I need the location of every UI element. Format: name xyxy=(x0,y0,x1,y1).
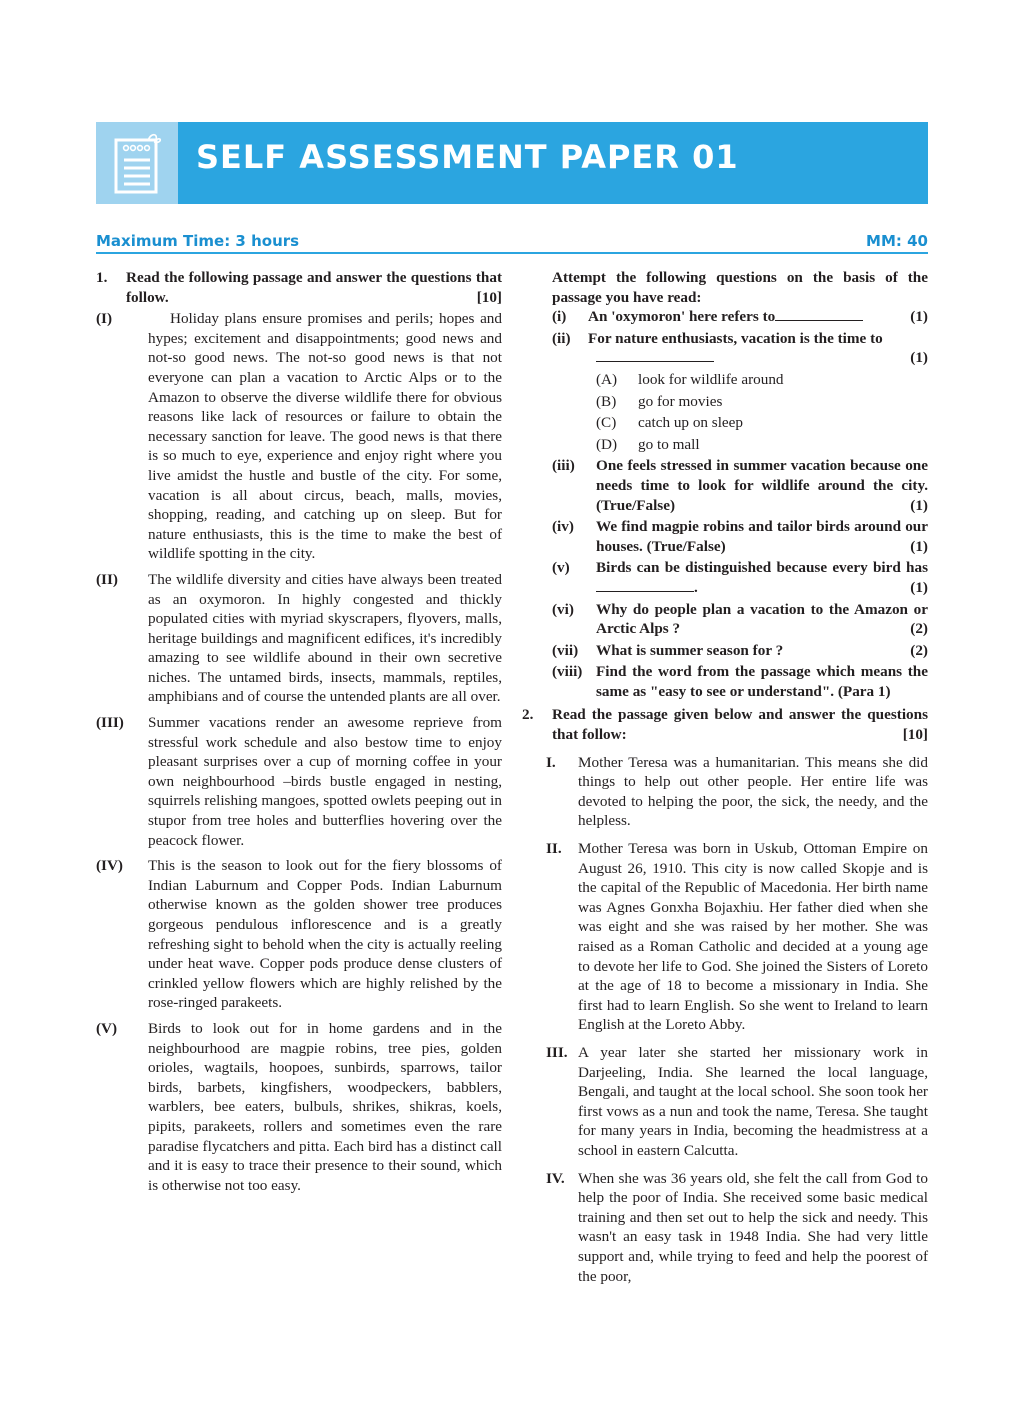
answer-blank[interactable] xyxy=(596,348,714,362)
passage-paragraph xyxy=(546,753,928,831)
sub-question xyxy=(552,600,928,639)
header-icon-box xyxy=(96,122,178,204)
option-item xyxy=(596,370,928,390)
sub-question xyxy=(552,517,928,556)
right-column xyxy=(520,268,928,1286)
sub-question-text: For nature enthusiasts, vacation is the time to xyxy=(588,329,883,347)
question-instruction: Read the following passage and answer the questions that follow. xyxy=(126,269,502,306)
option-text: look for wildlife around xyxy=(638,370,784,388)
sub-question-number: (ii) xyxy=(552,329,571,347)
passage-paragraph xyxy=(96,856,502,1013)
question-marks: [10] xyxy=(476,288,502,306)
passage-paragraph xyxy=(546,839,928,1035)
question-1-heading xyxy=(96,268,502,307)
option-text: catch up on sleep xyxy=(638,414,744,432)
checklist-icon xyxy=(112,130,164,196)
sub-question xyxy=(552,558,928,597)
sub-question-marks: (1) xyxy=(910,537,928,555)
option-label: (C) xyxy=(596,414,617,432)
paragraph-text: Mother Teresa was born in Uskub, Ottoman Empire on August 26, 1910. This city is now called Skopje and is the capital of the Republic of Macedonia. Her birth name was Agnes Gonxha Bojaxhiu. Her father died when she was eight and she was raised by her mother. She was raised as a Roman Catholic and decided at a young age to devote her life to God. She joined the Sisters of Loreto at the age of 18 to become a missionary in India. She first had to learn English. So she went to Ireland to learn English at the Loreto Abby. xyxy=(578,840,928,1034)
question-marks: [10] xyxy=(902,726,928,744)
paragraph-label: (IV) xyxy=(96,857,123,875)
question-instruction: Read the passage given below and answer the questions that follow: xyxy=(552,706,928,744)
option-item xyxy=(596,435,928,455)
sub-question-number: (i) xyxy=(552,308,567,326)
sub-question-marks: (2) xyxy=(910,620,928,638)
left-column xyxy=(96,268,502,1195)
meta-row xyxy=(96,232,928,254)
option-item xyxy=(596,392,928,412)
paragraph-text: Mother Teresa was a humanitarian. This means she did things to help out other people. Her entire life was devoted to helping the poor, the sick, the needy, and the helpless. xyxy=(578,753,928,830)
sub-question-text: What is summer season for ? xyxy=(596,641,784,659)
paragraph-text: When she was 36 years old, she felt the call from God to help the poor of India. She received some basic medical training and then set out to help the sick and needy. This wasn't an easy task in 1948 India. She had very little support and, while trying to feed and help the poorest of the poor, xyxy=(578,1169,928,1285)
sub-question-number: (vi) xyxy=(552,600,574,618)
paragraph-label: IV. xyxy=(546,1169,565,1187)
paragraph-text: Birds to look out for in home gardens and in the neighbourhood are magpie robins, tree pies, golden orioles, wagtails, hoopoes, sunbirds, sparrows, tailor birds, barbets, kingfishers, woodpeckers, babblers, warblers, bee eaters, bulbuls, shrikes, shikras, koels, pipits, parakeets, rollers and sometimes even the rare paradise flycatchers and pitta. Each bird has a distinct call and it is easy to trace their presence to their sound, which is otherwise not too easy. xyxy=(148,1019,502,1194)
sub-question-number: (viii) xyxy=(552,663,583,681)
sub-question-text: Why do people plan a vacation to the Amazon or Arctic Alps ? xyxy=(596,600,928,638)
paragraph-text: The wildlife diversity and cities have always been treated as an oxymoron. In highly congested and thickly populated cities with myriad skyscrapers, flyovers, malls, heritage buildings and magnificent edifices, it's incredibly amazing to see wildlife abound in their own secretive niches. The untamed birds, insects, mammals, reptiles, amphibians and of course the untended plants are all over. xyxy=(148,570,502,706)
paragraph-label: I. xyxy=(546,753,556,771)
passage-paragraph xyxy=(546,1169,928,1287)
max-time: Maximum Time: 3 hours xyxy=(96,232,300,250)
option-label: (B) xyxy=(596,392,617,410)
sub-question xyxy=(552,307,928,327)
sub-question-number: (vii) xyxy=(552,641,579,659)
sub-question-marks: (2) xyxy=(910,641,928,659)
sub-question-text: We find magpie robins and tailor birds around our houses. (True/False) xyxy=(596,518,928,555)
sub-question-number: (v) xyxy=(552,559,570,577)
sub-question-text: One feels stressed in summer vacation because one needs time to look for wildlife around the city. (True/False) xyxy=(596,457,928,514)
paragraph-label: (V) xyxy=(96,1019,118,1037)
passage-paragraph xyxy=(96,713,502,850)
sub-question xyxy=(552,329,928,368)
option-text: go to mall xyxy=(638,435,700,453)
sub-question-text: Find the word from the passage which means the same as "easy to see or understand". (Para 1) xyxy=(596,663,928,700)
passage-paragraph xyxy=(546,1043,928,1161)
passage-paragraph xyxy=(96,1019,502,1195)
sub-question-marks: (1) xyxy=(910,578,928,596)
paragraph-label: (III) xyxy=(96,714,124,732)
passage-paragraph xyxy=(96,309,502,564)
paragraph-label: (II) xyxy=(96,570,118,588)
sub-question-marks: (1) xyxy=(910,308,928,326)
question-2-heading xyxy=(520,705,928,744)
option-item xyxy=(596,413,928,433)
sub-question xyxy=(552,662,928,701)
passage-paragraph xyxy=(96,570,502,707)
attempt-instruction: Attempt the following questions on the basis of the passage you have read: xyxy=(552,269,928,306)
paragraph-label: II. xyxy=(546,840,562,858)
paragraph-label: (I) xyxy=(96,310,113,328)
sub-question-text-end: . xyxy=(694,578,698,596)
paragraph-text: A year later she started her missionary work in Darjeeling, India. She learned the local language, Bengali, and taught at the local school. She soon took her first vows as a nun and took the name, Teresa. She taught for many years in India, becoming the headmistress at a school in eastern Calcutta. xyxy=(578,1043,928,1159)
question-number: 1. xyxy=(96,269,108,286)
sub-question-marks: (1) xyxy=(910,496,928,514)
paragraph-label: III. xyxy=(546,1043,568,1061)
sub-question-text: Birds can be distinguished because every bird has xyxy=(596,559,928,577)
page-title: SELF ASSESSMENT PAPER 01 xyxy=(196,138,739,176)
sub-question xyxy=(552,641,928,661)
sub-question-text: An 'oxymoron' here refers to xyxy=(588,308,776,326)
paragraph-text: Holiday plans ensure promises and perils; hopes and hypes; excitement and disappointments; good news and not-so good news. The not-so good news is that not everyone can plan a vacation to Arctic Alps or to the Amazon to observe the diverse wildlife there for obvious reasons like lack of resources or failure to obtain the necessary sanction for leave. The good news is that there is so much to eye, experience and enjoy right where you live amidst the hustle and bustle of the city. For some, vacation is all about circus, beach, malls, movies, shopping, reading, and catching up on sleep. But for nature enthusiasts, this is the time to make the best of wildlife spotting in the city. xyxy=(148,310,502,563)
option-text: go for movies xyxy=(638,392,723,410)
option-label: (A) xyxy=(596,370,618,388)
question-number: 2. xyxy=(522,706,534,724)
paragraph-text: This is the season to look out for the fiery blossoms of Indian Laburnum and Copper Pods. Indian Laburnum otherwise known as the golden shower tree produces gorgeous pendulous inflorescence and is a greatly refreshing sight to behold when the city is actually reeling under heat wave. Copper pods produce dense clusters of crinkled yellow flowers which are highly relished by the rose-ringed parakeets. xyxy=(148,857,502,1012)
answer-blank[interactable] xyxy=(775,307,863,321)
sub-question xyxy=(552,456,928,515)
sub-question-number: (iv) xyxy=(552,518,574,536)
answer-blank[interactable] xyxy=(596,578,694,592)
option-label: (D) xyxy=(596,435,618,453)
paragraph-text: Summer vacations render an awesome reprieve from stressful work schedule and also bestow time to enjoy pleasant surprises over a cup of morning coffee in your own neighbourhood –birds bustle engaged in nesting, squirrels relishing mangoes, spotted owlets peeping out in stupor from tree holes and butterflies hovering over the peacock flower. xyxy=(148,714,502,849)
sub-question-number: (iii) xyxy=(552,457,575,475)
sub-question-marks: (1) xyxy=(910,349,928,367)
max-marks: MM: 40 xyxy=(866,232,928,250)
